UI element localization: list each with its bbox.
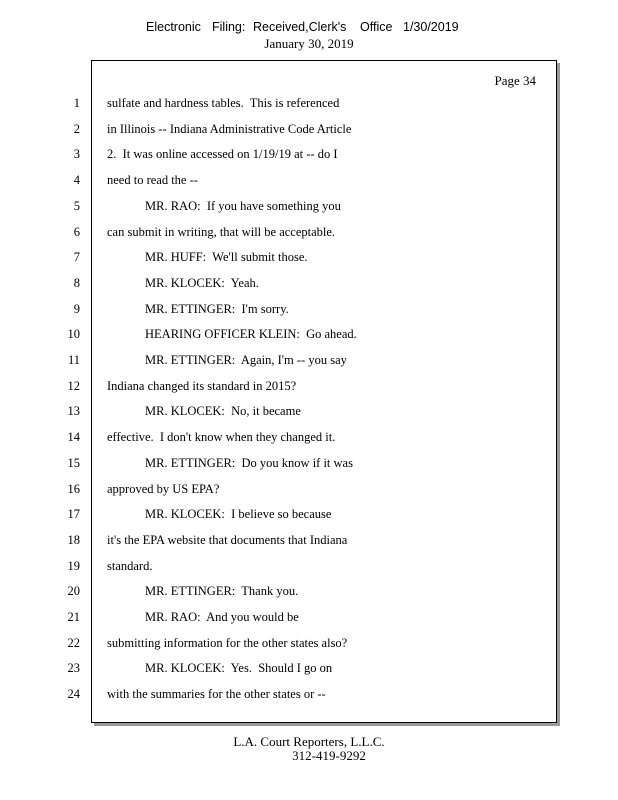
line-number: 6 bbox=[73, 225, 80, 239]
footer-company: L.A. Court Reporters, L.L.C. bbox=[233, 734, 385, 749]
line-number: 23 bbox=[67, 661, 80, 675]
line-number: 18 bbox=[67, 533, 80, 547]
line-number: 15 bbox=[67, 456, 80, 470]
line-text: MR. ETTINGER: Thank you. bbox=[145, 584, 299, 598]
line-number: 22 bbox=[67, 636, 80, 650]
line-text: approved by US EPA? bbox=[107, 482, 220, 496]
line-text: need to read the -- bbox=[107, 173, 198, 187]
line-number: 3 bbox=[73, 147, 80, 161]
line-number: 24 bbox=[67, 687, 80, 701]
line-number: 5 bbox=[73, 199, 80, 213]
footer-phone: 312-419-9292 bbox=[292, 748, 366, 763]
line-number: 12 bbox=[67, 379, 80, 393]
line-text: Indiana changed its standard in 2015? bbox=[107, 379, 297, 393]
line-text: with the summaries for the other states or -- bbox=[107, 687, 326, 701]
line-number: 9 bbox=[73, 302, 80, 316]
line-text: MR. KLOCEK: No, it became bbox=[145, 404, 301, 418]
stamp-word-filing: Filing: bbox=[212, 20, 246, 34]
stamp-word-electronic: Electronic bbox=[146, 20, 201, 34]
line-number: 16 bbox=[67, 482, 80, 496]
line-number: 17 bbox=[67, 507, 80, 521]
line-number: 13 bbox=[67, 404, 80, 418]
line-number: 14 bbox=[67, 430, 80, 444]
line-number: 2 bbox=[73, 122, 80, 136]
line-text: effective. I don't know when they changed it. bbox=[107, 430, 336, 444]
stamp-word-received: Received,Clerk's bbox=[253, 20, 347, 34]
line-text: MR. ETTINGER: Do you know if it was bbox=[145, 456, 353, 470]
page-number: Page 34 bbox=[494, 73, 536, 88]
line-number: 19 bbox=[67, 559, 80, 573]
line-number: 20 bbox=[67, 584, 80, 598]
line-text: MR. ETTINGER: I'm sorry. bbox=[145, 302, 289, 316]
line-number: 10 bbox=[67, 327, 80, 341]
filing-date-line: January 30, 2019 bbox=[264, 36, 354, 51]
stamp-word-date: 1/30/2019 bbox=[403, 20, 459, 34]
line-text: 2. It was online accessed on 1/19/19 at -- do I bbox=[107, 147, 338, 161]
line-text: can submit in writing, that will be acceptable. bbox=[107, 225, 336, 239]
line-text: HEARING OFFICER KLEIN: Go ahead. bbox=[145, 327, 357, 341]
line-text: MR. RAO: And you would be bbox=[145, 610, 299, 624]
line-text: MR. KLOCEK: Yes. Should I go on bbox=[145, 661, 333, 675]
line-text: standard. bbox=[107, 559, 153, 573]
line-text: it's the EPA website that documents that Indiana bbox=[107, 533, 348, 547]
line-number: 8 bbox=[73, 276, 80, 290]
line-text: MR. ETTINGER: Again, I'm -- you say bbox=[145, 353, 347, 367]
line-number: 21 bbox=[67, 610, 80, 624]
line-number: 4 bbox=[73, 173, 80, 187]
line-number: 7 bbox=[73, 250, 80, 264]
line-text: MR. KLOCEK: Yeah. bbox=[145, 276, 259, 290]
line-text: submitting information for the other states also? bbox=[107, 636, 348, 650]
line-text: MR. RAO: If you have something you bbox=[145, 199, 341, 213]
line-text: MR. KLOCEK: I believe so because bbox=[145, 507, 332, 521]
line-text: MR. HUFF: We'll submit those. bbox=[145, 250, 308, 264]
line-number: 1 bbox=[73, 96, 80, 110]
stamp-word-office: Office bbox=[360, 20, 393, 34]
line-text: in Illinois -- Indiana Administrative Code Article bbox=[107, 122, 352, 136]
line-text: sulfate and hardness tables. This is referenced bbox=[107, 96, 340, 110]
line-number: 11 bbox=[67, 353, 80, 367]
